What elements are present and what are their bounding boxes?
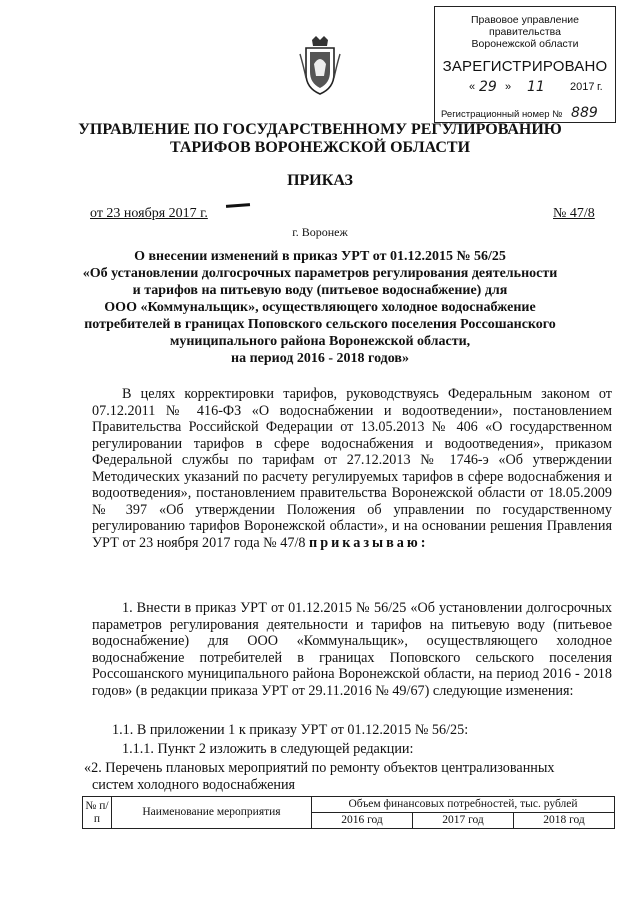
coat-of-arms-emblem-icon [298,34,342,96]
table-header-num: № п/п [83,797,112,829]
table-header-finance: Объем финансовых потребностей, тыс. рублей [312,797,615,813]
subject-line: и тарифов на питьевую воду (питьевое водоснабжение) для [132,283,508,298]
item-1-text: 1. Внести в приказ УРТ от 01.12.2015 № 56/25 «Об установлении долгосрочных параметров регулирования деятельности и тарифов на питьевую воду (питьевое водоснабжение) для ООО «Коммунальщик», осуществляющего холодное водоснабжение потребителей в границах Поповского сельского поселения Россошанского муниципального района Воронежской области, на период 2016 - 2018 годов» (в редакции приказа УРТ от 29.11.2016 № 49/67) следующие изменения: [92,600,612,699]
registration-stamp [434,6,616,123]
subject-line: «Об установлении долгосрочных параметров регулирования деятельности [82,266,558,281]
table-header-name: Наименование мероприятия [112,797,312,829]
subject-line: О внесении изменений в приказ УРТ от 01.12.2015 № 56/25 [134,249,506,264]
item-1-1-text: 1.1. В приложении 1 к приказу УРТ от 01.12.2015 № 56/25: [112,722,469,738]
subject-line: на период 2016 - 2018 годов» [231,351,409,366]
stamp-registered-label: ЗАРЕГИСТРИРОВАНО [442,58,608,76]
item-1-paragraph [92,600,612,699]
document-type-title: ПРИКАЗ [287,172,353,189]
table-header-year: 2017 год [412,813,513,829]
stamp-year: 2017 [570,81,595,93]
item-2-line1: «2. Перечень плановых мероприятий по ремонту объектов централизованных [84,760,555,776]
order-date: от 23 ноября 2017 г. [90,206,208,221]
stamp-reg-value: 889 [571,105,598,121]
subject-line: потребителей в границах Поповского сельского поселения Россошанского [84,317,556,332]
preamble-paragraph [92,386,612,551]
date-dash-mark [226,203,250,208]
order-word: приказываю: [309,534,429,551]
item-2-line2: систем холодного водоснабжения [92,777,296,793]
subject-line: муниципального района Воронежской области, [169,334,471,349]
stamp-reg-number [441,105,598,121]
order-number: № 47/8 [553,206,595,221]
city-name: г. Воронеж [292,225,348,239]
table-header-year: 2018 год [513,813,614,829]
measures-table [82,796,615,829]
table-header-year: 2016 год [312,813,413,829]
org-name-line1: УПРАВЛЕНИЕ ПО ГОСУДАРСТВЕННОМУ РЕГУЛИРОВАНИЮ [78,121,562,138]
stamp-reg-label: Регистрационный номер № [441,109,563,120]
stamp-month: 11 [527,79,545,95]
subject-line: ООО «Коммунальщик», осуществляющего холодное водоснабжение [104,300,536,315]
stamp-date-open-quote: « [469,81,476,93]
preamble-text: В целях корректировки тарифов, руководствуясь Федеральным законом от 07.12.2011 № 416-ФЗ «О водоснабжении и водоотведении», постановлением Правительства Российской Федерации от 13.05.2013 № 406 «О государственном регулировании тарифов в сфере водоснабжения и водоотведения», приказом Федеральной службы по тарифам от 27.12.2013 № 1746-э «Об утверждении Методических указаний по расчету регулируемых тарифов в сфере водоснабжения и водоотведения», постановлением правительства Воронежской области от 18.05.2009 № 397 «Об утверждении Положения об управлении по государственному регулированию тарифов Воронежской области», и на основании решения Правления УРТ от 23 ноября 2017 года № 47/8 [92,386,612,551]
order-subject [80,248,560,367]
stamp-year-suffix: г. [597,81,603,93]
stamp-authority-line2: Воронежской области [471,38,579,51]
item-1-1-1-text: 1.1.1. Пункт 2 изложить в следующей редакции: [122,741,414,757]
stamp-date-close-quote: » [505,81,512,93]
org-name-line2: ТАРИФОВ ВОРОНЕЖСКОЙ ОБЛАСТИ [169,139,471,156]
stamp-authority-line1: Правовое управление правительства [470,14,579,39]
stamp-day: 29 [479,79,497,95]
